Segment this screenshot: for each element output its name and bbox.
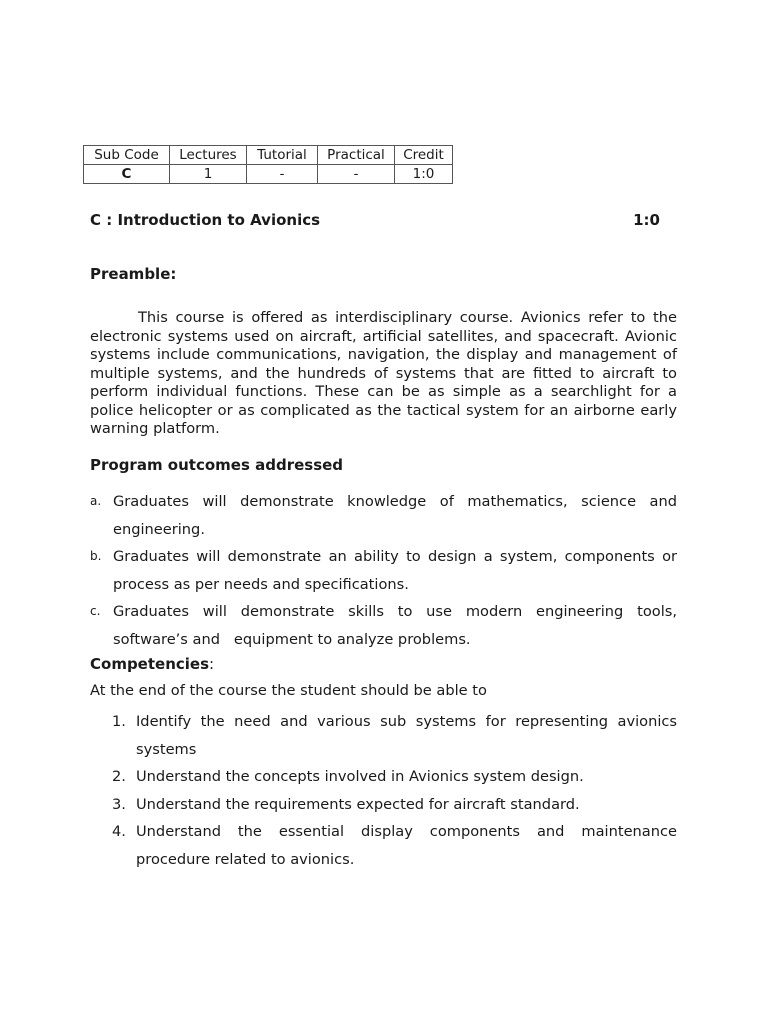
- header-practical: Practical: [318, 146, 395, 165]
- competencies-list: [112, 708, 677, 873]
- course-credit: 1:0: [633, 211, 660, 229]
- cell-credit: 1:0: [395, 165, 453, 184]
- competencies-heading-text: Competencies: [90, 655, 210, 673]
- course-heading: [90, 211, 660, 229]
- table-row: [84, 165, 453, 184]
- competency-text: Understand the essential display components and maintenance procedure related to avionics.: [136, 823, 677, 868]
- competencies-intro: At the end of the course the student should be able to: [90, 682, 487, 699]
- outcome-text: Graduates will demonstrate knowledge of mathematics, science and engineering.: [113, 493, 677, 538]
- list-item: [90, 488, 677, 543]
- list-item: [112, 818, 677, 873]
- list-item: [112, 708, 677, 763]
- list-item: [112, 763, 677, 791]
- competencies-colon: :: [209, 655, 215, 673]
- outcome-text: Graduates will demonstrate skills to use modern engineering tools, software’s and equipment to analyze problems.: [113, 603, 682, 648]
- list-marker: b.: [90, 549, 102, 563]
- outcomes-list: [90, 488, 682, 653]
- header-lectures: Lectures: [170, 146, 247, 165]
- cell-tutorial: -: [247, 165, 318, 184]
- competency-text: Identify the need and various sub systems for representing avionics systems: [136, 713, 677, 758]
- course-title: C : Introduction to Avionics: [90, 211, 321, 229]
- competency-text: Understand the requirements expected for aircraft standard.: [136, 795, 580, 813]
- list-number: 1.: [112, 713, 126, 730]
- cell-sub-code: C: [84, 165, 170, 184]
- header-tutorial: Tutorial: [247, 146, 318, 165]
- outcomes-heading: Program outcomes addressed: [90, 456, 344, 474]
- list-item: [90, 598, 682, 653]
- cell-lectures: 1: [170, 165, 247, 184]
- outcome-text: Graduates will demonstrate an ability to design a system, components or process as per needs and specifications.: [113, 548, 677, 593]
- list-number: 3.: [112, 795, 126, 813]
- course-info-table: [83, 145, 453, 184]
- list-marker: c.: [90, 604, 101, 618]
- header-sub-code: Sub Code: [84, 146, 170, 165]
- table-header-row: [84, 146, 453, 165]
- competency-text: Understand the concepts involved in Avionics system design.: [136, 768, 584, 785]
- header-credit: Credit: [395, 146, 453, 165]
- list-number: 2.: [112, 768, 126, 785]
- list-item: [112, 791, 677, 819]
- cell-practical: -: [318, 165, 395, 184]
- list-number: 4.: [112, 823, 126, 840]
- competencies-heading: [90, 655, 214, 673]
- preamble-text: This course is offered as interdisciplinary course. Avionics refer to the electronic systems used on aircraft, artificial satellites, and spacecraft. Avionic systems include communications, navigation, the display and management of multiple systems, and the hundreds of systems that are fitted to aircraft to perform individual functions. These can be as simple as a searchlight for a police helicopter or as complicated as the tactical system for an airborne early warning platform.: [90, 309, 677, 437]
- preamble-heading: Preamble:: [90, 265, 177, 283]
- list-marker: a.: [90, 494, 102, 508]
- list-item: [90, 543, 677, 598]
